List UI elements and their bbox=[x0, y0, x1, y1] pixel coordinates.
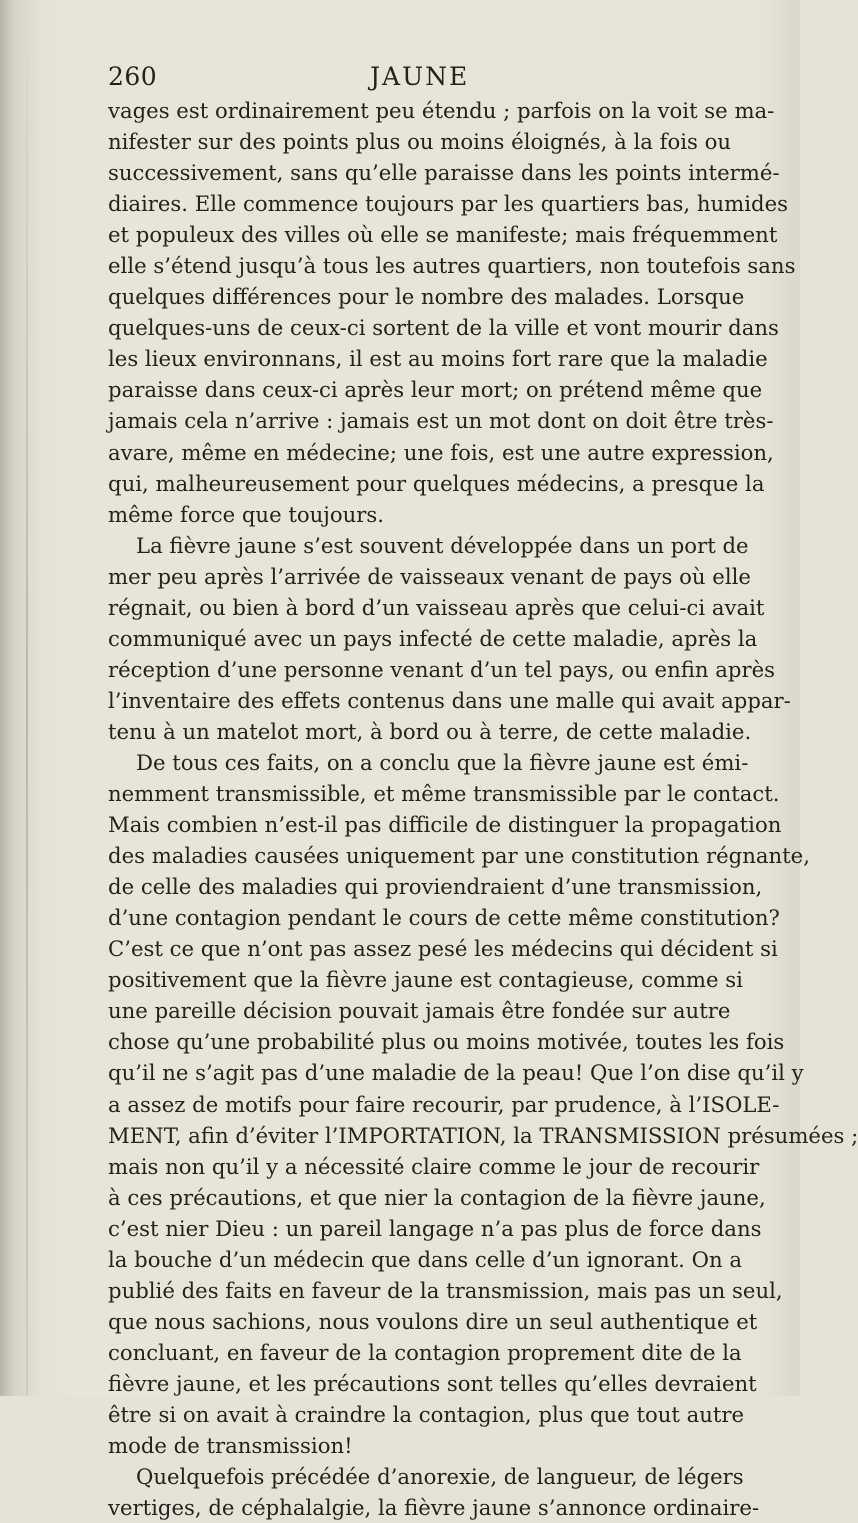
text-line: avare, même en médecine; une fois, est une autre expression, bbox=[108, 439, 774, 465]
text-line: une pareille décision pouvait jamais être fondée sur autre bbox=[108, 998, 731, 1024]
text-line: des maladies causées uniquement par une constitution régnante, bbox=[108, 843, 810, 869]
binding-gutter bbox=[26, 0, 28, 1396]
text-line: d’une contagion pendant le cours de cette même constitution? bbox=[108, 905, 780, 931]
text-line: quelques différences pour le nombre des malades. Lorsque bbox=[108, 284, 745, 310]
text-line: l’inventaire des effets contenus dans une malle qui avait appar- bbox=[108, 687, 791, 713]
text-line: mais non qu’il y a nécessité claire comme le jour de recourir bbox=[108, 1153, 760, 1179]
body-text bbox=[108, 95, 858, 1523]
text-line: qu’il ne s’agit pas d’une maladie de la peau! Que l’on dise qu’il y bbox=[108, 1060, 804, 1086]
text-line: concluant, en faveur de la contagion proprement dite de la bbox=[108, 1339, 742, 1365]
text-line: fièvre jaune, et les précautions sont telles qu’elles devraient bbox=[108, 1370, 757, 1396]
text-line: Mais combien n’est-il pas difficile de distinguer la propagation bbox=[108, 812, 782, 838]
text-line: nemment transmissible, et même transmissible par le contact. bbox=[108, 781, 780, 807]
text-line: qui, malheureusement pour quelques médecins, a presque la bbox=[108, 470, 765, 496]
text-line: successivement, sans qu’elle paraisse dans les points intermé- bbox=[108, 160, 780, 186]
text-line: à ces précautions, et que nier la contagion de la fièvre jaune, bbox=[108, 1184, 766, 1210]
text-line: positivement que la fièvre jaune est contagieuse, comme si bbox=[108, 967, 743, 993]
text-line: mer peu après l’arrivée de vaisseaux venant de pays où elle bbox=[108, 563, 751, 589]
text-line: de celle des maladies qui proviendraient d’une transmission, bbox=[108, 874, 763, 900]
text-line: c’est nier Dieu : un pareil langage n’a pas plus de force dans bbox=[108, 1215, 762, 1241]
text-line: paraisse dans ceux-ci après leur mort; on prétend même que bbox=[108, 377, 763, 403]
text-line: MENT, afin d’éviter l’IMPORTATION, la TRANSMISSION présumées ; bbox=[108, 1122, 858, 1148]
text-line: que nous sachions, nous voulons dire un seul authentique et bbox=[108, 1308, 758, 1334]
text-line: nifester sur des points plus ou moins éloignés, à la fois ou bbox=[108, 129, 731, 155]
text-line: les lieux environnans, il est au moins fort rare que la maladie bbox=[108, 346, 768, 372]
text-line: même force que toujours. bbox=[108, 501, 384, 527]
running-title: JAUNE bbox=[370, 62, 470, 91]
paragraph-start-line: La fièvre jaune s’est souvent développée dans un port de bbox=[136, 532, 749, 558]
text-line: la bouche d’un médecin que dans celle d’un ignorant. On a bbox=[108, 1246, 742, 1272]
text-line: quelques-uns de ceux-ci sortent de la ville et vont mourir dans bbox=[108, 315, 779, 341]
text-line: C’est ce que n’ont pas assez pesé les médecins qui décident si bbox=[108, 936, 778, 962]
text-line: elle s’étend jusqu’à tous les autres quartiers, non toutefois sans bbox=[108, 253, 796, 279]
text-line: régnait, ou bien à bord d’un vaisseau après que celui-ci avait bbox=[108, 594, 765, 620]
text-line: chose qu’une probabilité plus ou moins motivée, toutes les fois bbox=[108, 1029, 785, 1055]
text-line: mode de transmission! bbox=[108, 1433, 353, 1459]
paragraph-start-line: Quelquefois précédée d’anorexie, de langueur, de légers bbox=[136, 1464, 744, 1490]
text-line: publié des faits en faveur de la transmission, mais pas un seul, bbox=[108, 1277, 783, 1303]
text-line: vertiges, de céphalalgie, la fièvre jaune s’annonce ordinaire- bbox=[108, 1495, 760, 1521]
text-line: et populeux des villes où elle se manifeste; mais fréquemment bbox=[108, 222, 778, 248]
paragraph-start-line: De tous ces faits, on a conclu que la fièvre jaune est émi- bbox=[136, 749, 749, 775]
text-line: jamais cela n’arrive : jamais est un mot dont on doit être très- bbox=[108, 408, 774, 434]
text-line: vages est ordinairement peu étendu ; parfois on la voit se ma- bbox=[108, 98, 775, 123]
page-number: 260 bbox=[108, 62, 158, 91]
text-line: tenu à un matelot mort, à bord ou à terre, de cette maladie. bbox=[108, 718, 752, 744]
text-line: diaires. Elle commence toujours par les quartiers bas, humides bbox=[108, 191, 788, 217]
text-line: communiqué avec un pays infecté de cette maladie, après la bbox=[108, 625, 758, 651]
text-line: être si on avait à craindre la contagion, plus que tout autre bbox=[108, 1401, 745, 1427]
text-line: réception d’une personne venant d’un tel pays, ou enfin après bbox=[108, 656, 775, 682]
text-line: a assez de motifs pour faire recourir, par prudence, à l’ISOLE- bbox=[108, 1091, 780, 1117]
